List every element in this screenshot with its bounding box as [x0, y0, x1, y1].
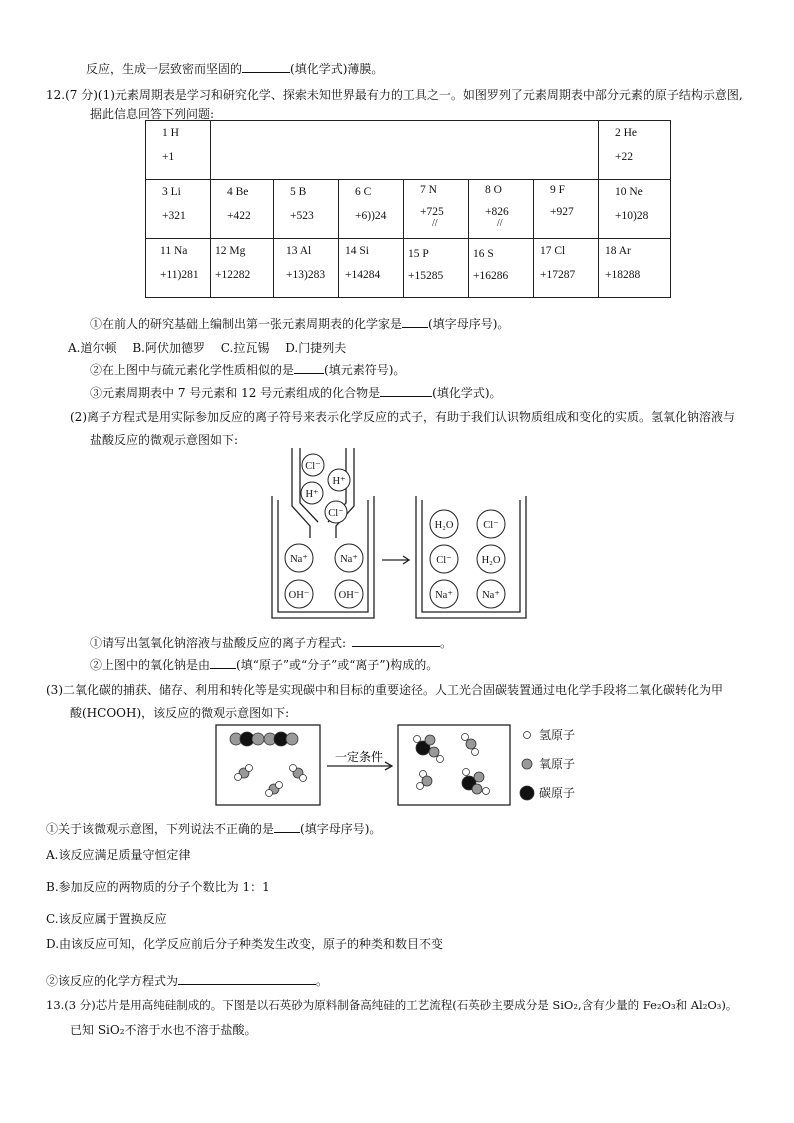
q12-options: [68, 339, 346, 356]
option-b: B.阿伏加德罗: [132, 341, 205, 355]
top-line-text: 反应，生成一层致密而坚固的: [86, 62, 243, 76]
q12-s2-q1: ①请写出氢氧化钠溶液与盐酸反应的离子方程式: 。: [90, 636, 453, 650]
co2-molecules: [230, 732, 298, 746]
q13-line2: 已知 SiO₂不溶于水也不溶于盐酸。: [70, 1023, 257, 1037]
q12-s2-q2: ②上图中的氧化钠是由 (填“原子”或“分子”或“离子”)构成的。: [90, 658, 439, 672]
pt-cell-mg: 12 Mg +12282: [211, 239, 274, 298]
legend: [520, 732, 534, 801]
pt-cell-h: 1 H +1: [146, 121, 211, 180]
q12-p2: ②在上图中与硫元素化学性质相似的是 (填元素符号)。: [90, 363, 406, 377]
pt-cell-si: 14 Si +14284: [339, 239, 404, 298]
ion-h: H⁺: [305, 489, 319, 500]
pt-cell-ne: 10 Ne +10)28: [599, 180, 671, 239]
legend-oxygen-label: 氧原子: [539, 757, 576, 771]
co2-reaction-diagram: [213, 722, 593, 812]
pt-cell-c: 6 C +6))24: [339, 180, 404, 239]
pt-cell-ar: 18 Ar +18288: [599, 239, 671, 298]
molecule-water: H₂O: [434, 520, 454, 531]
answer-blank[interactable]: [210, 657, 236, 669]
s3-option-c: C.该反应属于置换反应: [46, 912, 167, 926]
pt-cell-s: 16 S +16286: [469, 239, 534, 298]
answer-blank[interactable]: [242, 61, 290, 73]
ion-na: Na⁺: [435, 590, 453, 601]
answer-blank[interactable]: [274, 821, 300, 833]
s3-option-a: A.该反应满足质量守恒定律: [46, 848, 191, 862]
q12-s3-line2: 酸(HCOOH)，该反应的微观示意图如下:: [70, 706, 290, 720]
pt-cell-o: 8 O +826 //: [469, 180, 534, 239]
q12-s3-line1: (3)二氧化碳的捕获、储存、利用和转化等是实现碳中和目标的重要途径。人工光合固碳装置通过电化学手段将二氧化碳转化为甲: [46, 683, 724, 697]
periodic-table: [145, 120, 671, 298]
q12-header: 12.(7 分)(1)元素周期表是学习和研究化学、探索未知世界最有力的工具之一。如图罗列了元素周期表中部分元素的原子结构示意图,: [46, 88, 743, 102]
top-line: [86, 60, 383, 77]
condition-label: 一定条件: [334, 750, 384, 764]
pt-empty-span: [211, 121, 599, 180]
molecule-water: H₂O: [481, 555, 501, 566]
q12-s2-line1: (2)离子方程式是用实际参加反应的离子符号来表示化学反应的式子，有助于我们认识物质组成和变化的实质。氢氧化钠溶液与: [70, 410, 736, 424]
q12-p3: ③元素周期表中 7 号元素和 12 号元素组成的化合物是 (填化学式)。: [90, 386, 502, 400]
ion-oh: OH⁻: [288, 590, 310, 601]
pt-cell-b: 5 B +523: [274, 180, 339, 239]
ion-cl: Cl⁻: [436, 555, 452, 566]
pt-cell-cl: 17 Cl +17287: [534, 239, 599, 298]
q12-s3-q2: ②该反应的化学方程式为 。: [46, 974, 329, 988]
legend-hydrogen-label: 氢原子: [539, 728, 576, 742]
water-molecules: [235, 765, 307, 797]
s3-option-b: B.参加反应的两物质的分子个数比为 1：1: [46, 880, 270, 894]
q12-p1: ①在前人的研究基础上编制出第一张元素周期表的化学家是 (填字母序号)。: [90, 317, 510, 331]
ion-cl: Cl⁻: [305, 461, 321, 472]
s3-option-d: D.由该反应可知，化学反应前后分子种类发生改变，原子的种类和数目不变: [46, 937, 444, 951]
pt-cell-n: 7 N +725 //: [404, 180, 469, 239]
pt-cell-al: 13 Al +13)283: [274, 239, 339, 298]
ion-cl: Cl⁻: [328, 508, 344, 519]
legend-oxygen-icon: [522, 759, 532, 769]
answer-blank[interactable]: [380, 385, 432, 397]
q13-line1: 13.(3 分)芯片是用高纯硅制成的。下图是以石英砂为原料制备高纯硅的工艺流程(石英砂主要成分是 SiO₂,含有少量的 Fe₂O₃和 Al₂O₃)。: [46, 998, 738, 1012]
dropper-right-wall: [336, 448, 354, 538]
ion-na: Na⁺: [482, 590, 500, 601]
option-c: C.拉瓦锡: [220, 341, 270, 355]
ion-oh: OH⁻: [338, 590, 360, 601]
q12-header-2: 据此信息回答下列问题:: [90, 107, 215, 121]
answer-blank[interactable]: [294, 362, 324, 374]
pt-cell-na: 11 Na +11)281: [146, 239, 211, 298]
q12-s3-q1: ①关于该微观示意图，下列说法不正确的是 (填字母序号)。: [46, 822, 382, 836]
ion-h: H⁺: [332, 476, 346, 487]
q12-s2-line2: 盐酸反应的微观示意图如下:: [90, 433, 239, 447]
legend-hydrogen-icon: [524, 732, 531, 739]
answer-blank[interactable]: [402, 316, 428, 328]
ion-na: Na⁺: [340, 554, 358, 565]
top-line-hint: (填化学式)薄膜。: [290, 62, 384, 76]
answer-blank[interactable]: [352, 635, 440, 647]
ion-cl: Cl⁻: [483, 520, 499, 531]
option-d: D.门捷列夫: [285, 341, 347, 355]
pt-cell-p: 15 P +15285: [404, 239, 469, 298]
pt-cell-he: 2 He +22: [599, 121, 671, 180]
pt-cell-f: 9 F +927: [534, 180, 599, 239]
ion-reaction-diagram: [270, 448, 530, 624]
pt-cell-be: 4 Be +422: [211, 180, 274, 239]
pt-cell-li: 3 Li +321: [146, 180, 211, 239]
legend-carbon-label: 碳原子: [539, 786, 576, 800]
product-molecules: [414, 734, 490, 795]
option-a: A.道尔顿: [68, 341, 117, 355]
legend-carbon-icon: [520, 786, 534, 800]
ion-na: Na⁺: [290, 554, 308, 565]
answer-blank[interactable]: [178, 973, 316, 985]
